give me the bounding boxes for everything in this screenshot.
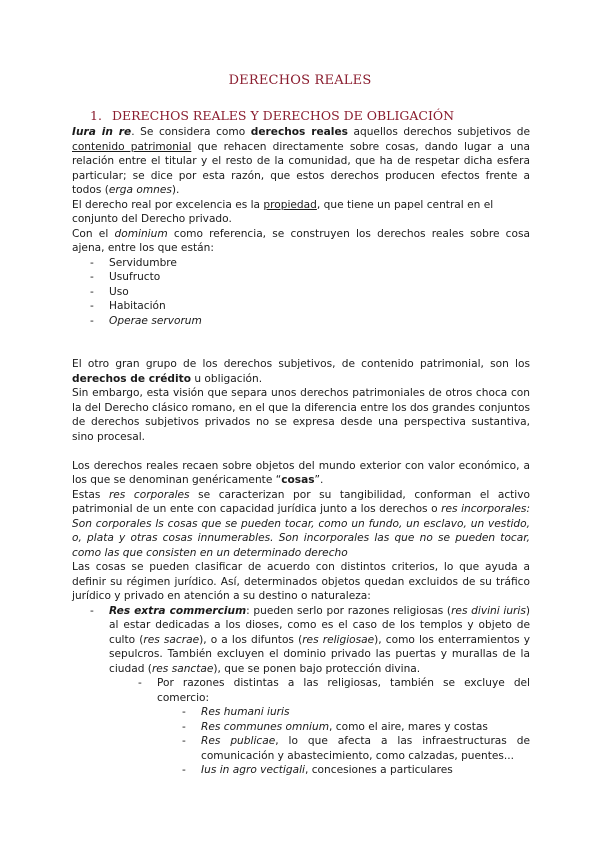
- paragraph-res-corporales: Estas res corporales se caracterizan por su tangibilidad, conforman el activo patrimonial de un ente con capacidad jurídica junto a los derechos o res incorporales: Son corporales ls cosas que se pueden tocar, como un fundo, un esclavo, un vestido, o, plata y otras cosas innumerables. Son incorporales las que no se pueden tocar, como las que consisten en un determinado derecho: [72, 488, 531, 559]
- section-number: 1.: [90, 108, 102, 123]
- section-heading: [90, 108, 454, 123]
- document-title: DERECHOS REALES: [228, 73, 372, 88]
- paragraph-derechos-credito: El otro gran grupo de los derechos subjetivos, de contenido patrimonial, son los derechos de crédito u obligación.: [72, 358, 530, 385]
- list-derechos-reales: [72, 256, 530, 329]
- paragraph-dominium: Con el dominium como referencia, se construyen los derechos reales sobre cosa ajena, entre los que están:: [72, 227, 530, 254]
- list-res-excluidas: [164, 705, 530, 778]
- paragraph-iura-in-re: Iura in re. Se considera como derechos reales aquellos derechos subjetivos de contenido patrimonial que rehacen directamente sobre cosas, dando lugar a una relación entre el titular y el resto de la comunidad, que ha de respetar dicha esfera particular; se dice por esta razón, que estos derechos producen efectos frente a todos (erga omnes).: [72, 126, 530, 196]
- list-item: - Habitación: [90, 299, 530, 314]
- list-item: - Uso: [90, 285, 530, 300]
- list-razones-no-religiosas: [120, 676, 530, 705]
- paragraph-propiedad: El derecho real por excelencia es la propiedad, que tiene un papel central en el conjunto del Derecho privado.: [72, 198, 494, 225]
- list-item: - Res publicae, lo que afecta a las infraestructuras de comunicación y abastecimiento, como calzadas, puentes...: [182, 734, 530, 763]
- lead-term: Iura in re: [72, 126, 132, 138]
- list-item: - Res communes omnium, como el aire, mares y costas: [182, 720, 530, 735]
- paragraph-clasificacion: Las cosas se pueden clasificar de acuerdo con distintos criterios, lo que ayuda a definir su régimen jurídico. Así, determinados objetos quedan excluidos de su tráfico jurídico y privado en atención a su destino o naturaleza:: [72, 561, 530, 602]
- list-item: - Operae servorum: [90, 314, 530, 329]
- list-item: - Ius in agro vectigali, concesiones a particulares: [182, 763, 530, 778]
- document-body: [72, 125, 530, 778]
- list-item: - Res extra commercium: pueden serlo por razones religiosas (res divini iuris) al estar dedicadas a los dioses, como es el caso de los templos y objeto de culto (res sacrae), o a los difuntos (res religiosae), como los enterramientos y sepulcros. También excluyen el dominio privado las puertas y murallas de la ciudad (res sanctae), que se ponen bajo protección divina.: [90, 604, 530, 677]
- section-title: DERECHOS REALES Y DERECHOS DE OBLIGACIÓN: [111, 108, 455, 123]
- list-item: - Usufructo: [90, 270, 530, 285]
- list-item: - Por razones distintas a las religiosas, también se excluye del comercio:: [138, 676, 530, 705]
- list-item: - Res humani iuris: [182, 705, 530, 720]
- list-res-extra-commercium: [72, 604, 530, 677]
- paragraph-derecho-clasico: Sin embargo, esta visión que separa unos derechos patrimoniales de otros choca con la del Derecho clásico romano, en el que la diferencia entre los dos grandes conjuntos de derechos subjetivos privados no se expresa desde una perspectiva sustantiva, sino procesal.: [72, 387, 531, 443]
- paragraph-cosas: Los derechos reales recaen sobre objetos del mundo exterior con valor económico, a los que se denominan genéricamente “cosas”.: [72, 459, 530, 486]
- list-item: - Servidumbre: [90, 256, 530, 271]
